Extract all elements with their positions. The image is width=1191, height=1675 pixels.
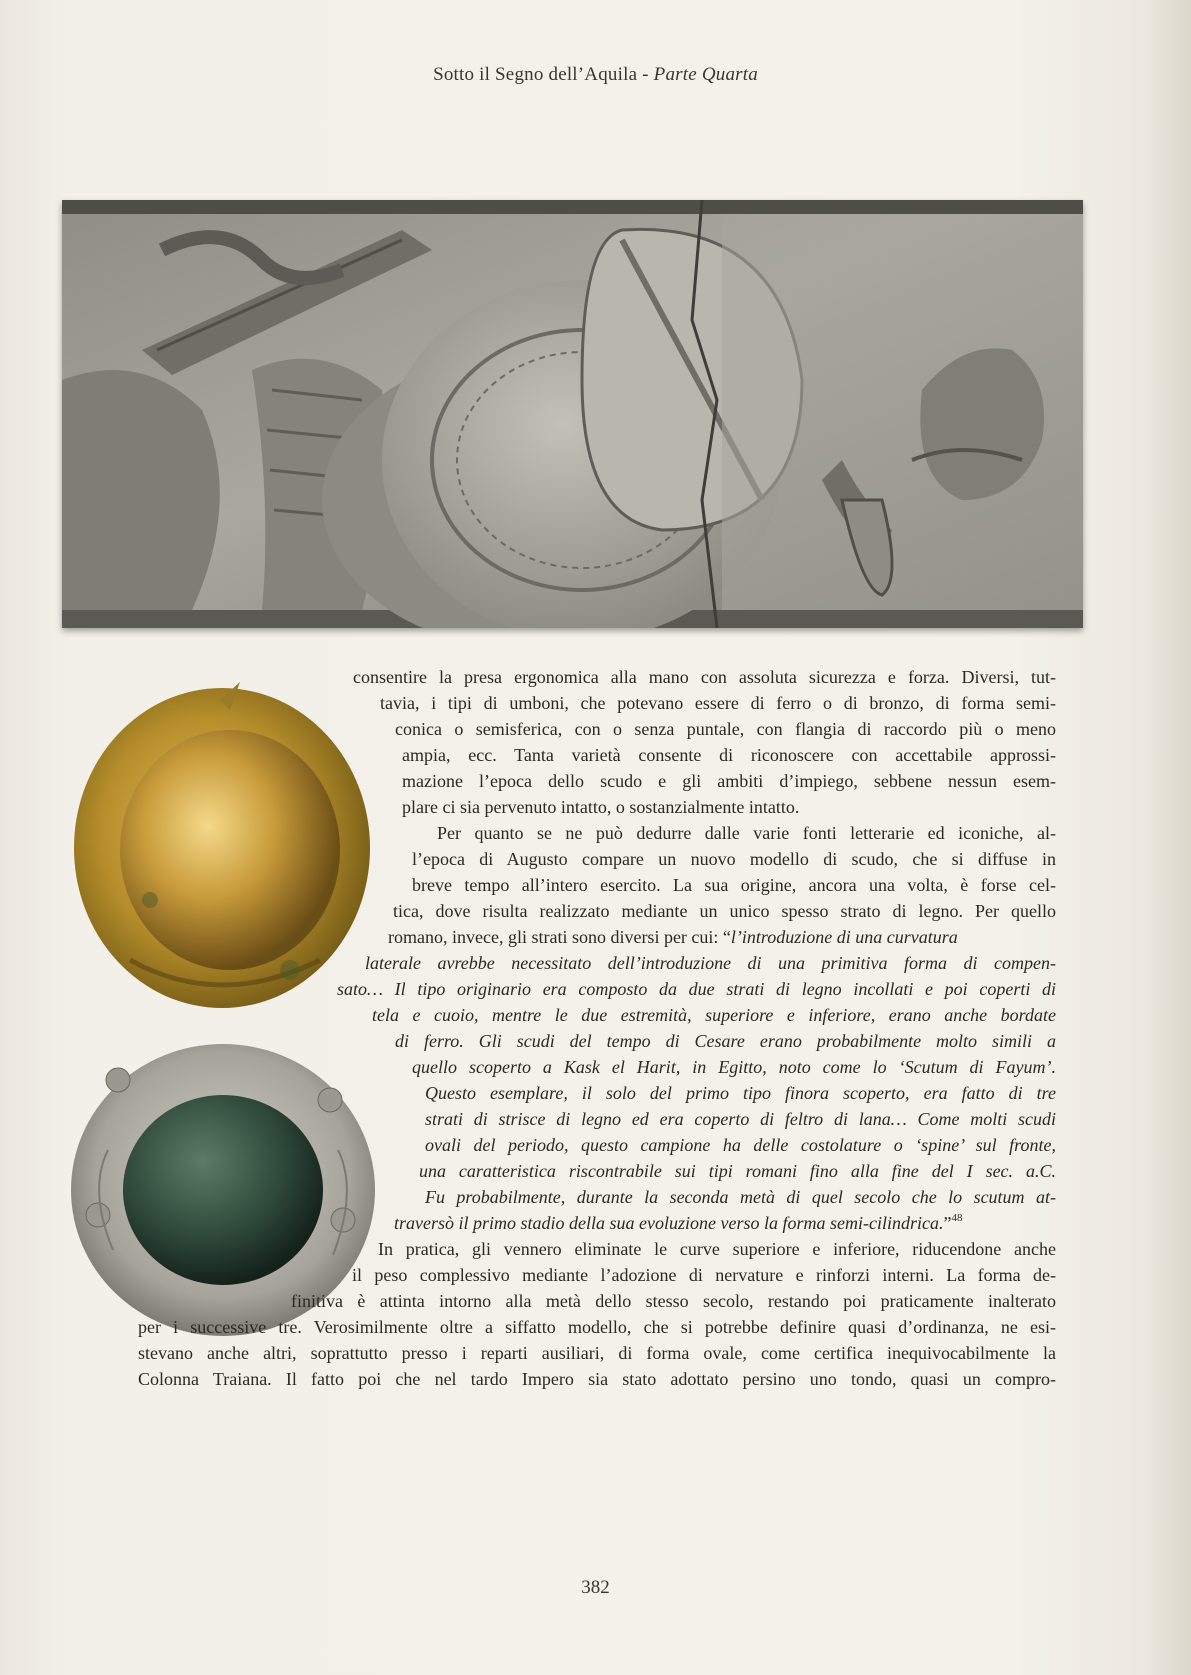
book-title: Sotto il Segno dell’Aquila [433,64,638,85]
quote-start: l’introduzione di una curvatura [730,927,958,947]
text-line: tela e cuoio, mentre le due estremità, superiore e inferiore, erano anche bordate [372,1005,1056,1025]
text-line: ovali del periodo, questo campione ha delle costolature o ‘spine’ sul fronte, [425,1135,1056,1155]
text-line: stevano anche altri, soprattutto presso i reparti ausiliari, di forma ovale, come certifica inequivocabilmente la [138,1343,1056,1363]
running-header [0,64,1191,86]
part-title: Parte Quarta [653,64,758,85]
text-line: conica o semisferica, con o senza puntale, con flangia di raccordo più o meno [395,719,1056,739]
text-line: consentire la presa ergonomica alla mano con assoluta sicurezza e forza. Diversi, tut- [353,667,1056,687]
text-line: di ferro. Gli scudi del tempo di Cesare erano probabilmente molto simili a [395,1031,1056,1051]
text-line: Colonna Traiana. Il fatto poi che nel tardo Impero sia stato adottato persino uno tondo, quasi un compro- [138,1369,1056,1389]
text-line: Fu probabilmente, durante la seconda metà di quel secolo che lo scutum at- [425,1187,1056,1207]
header-separator: - [637,64,654,85]
text-line: mazione l’epoca dello scudo e gli ambiti d’impiego, sebbene nessun esem- [402,771,1056,791]
text-line: ampia, ecc. Tanta varietà consente di riconoscere con accettabile approssi- [402,745,1056,765]
footnote-ref[interactable]: 48 [951,1212,963,1224]
text-line: In pratica, gli vennero eliminate le curve superiore e inferiore, riducendone anche [378,1239,1056,1259]
text-line: finitiva è attinta intorno alla metà dello stesso secolo, restando poi praticamente inalterato [291,1291,1056,1311]
quote-close: ” [943,1213,952,1233]
text-line: romano, invece, gli strati sono diversi per cui: “ [388,927,731,947]
text-line: tica, dove risulta realizzato mediante un unico spesso strato di legno. Per quello [393,901,1056,921]
text-line: laterale avrebbe necessitato dell’introduzione di una primitiva forma di compen- [365,953,1056,973]
text-line: Questo esemplare, il solo del primo tipo finora scoperto, era fatto di tre [425,1083,1056,1103]
text-line: quello scoperto a Kask el Harit, in Egitto, noto come lo ‘Scutum di Fayum’. [412,1057,1056,1077]
text-line: per i successive tre. Verosimilmente oltre a siffatto modello, che si potrebbe definire quasi d’ordinanza, ne esi- [138,1317,1056,1337]
text-line: Per quanto se ne può dedurre dalle varie fonti letterarie ed iconiche, al- [437,823,1056,843]
text-line: l’epoca di Augusto compare un nuovo modello di scudo, che si diffuse in [412,849,1056,869]
text-line: plare ci sia pervenuto intatto, o sostanzialmente intatto. [402,797,800,817]
page-number: 382 [581,1577,610,1598]
text-line: sato… Il tipo originario era composto da due strati di legno incollati e poi coperti di [337,979,1056,999]
text-line: traversò il primo stadio della sua evoluzione verso la forma semi-cilindrica. [394,1213,944,1233]
text-line: strati di strisce di legno ed era coperto di feltro di lana… Come molti scudi [425,1109,1056,1129]
text-line-mixed [388,924,1056,950]
shield-boss-gold [70,670,375,1015]
text-line: una caratteristica riscontrabile sui tipi romani fino alla fine del I sec. a.C. [419,1161,1056,1181]
text-line-mixed [394,1210,1056,1236]
text-line: il peso complessivo mediante l’adozione di nervature e rinforzi interni. La forma de- [352,1265,1056,1285]
relief-photo [62,200,1083,628]
text-line: tavia, i tipi di umboni, che potevano essere di ferro o di bronzo, di forma semi- [380,693,1056,713]
text-line: breve tempo all’intero esercito. La sua origine, ancora una volta, è forse cel- [412,875,1056,895]
